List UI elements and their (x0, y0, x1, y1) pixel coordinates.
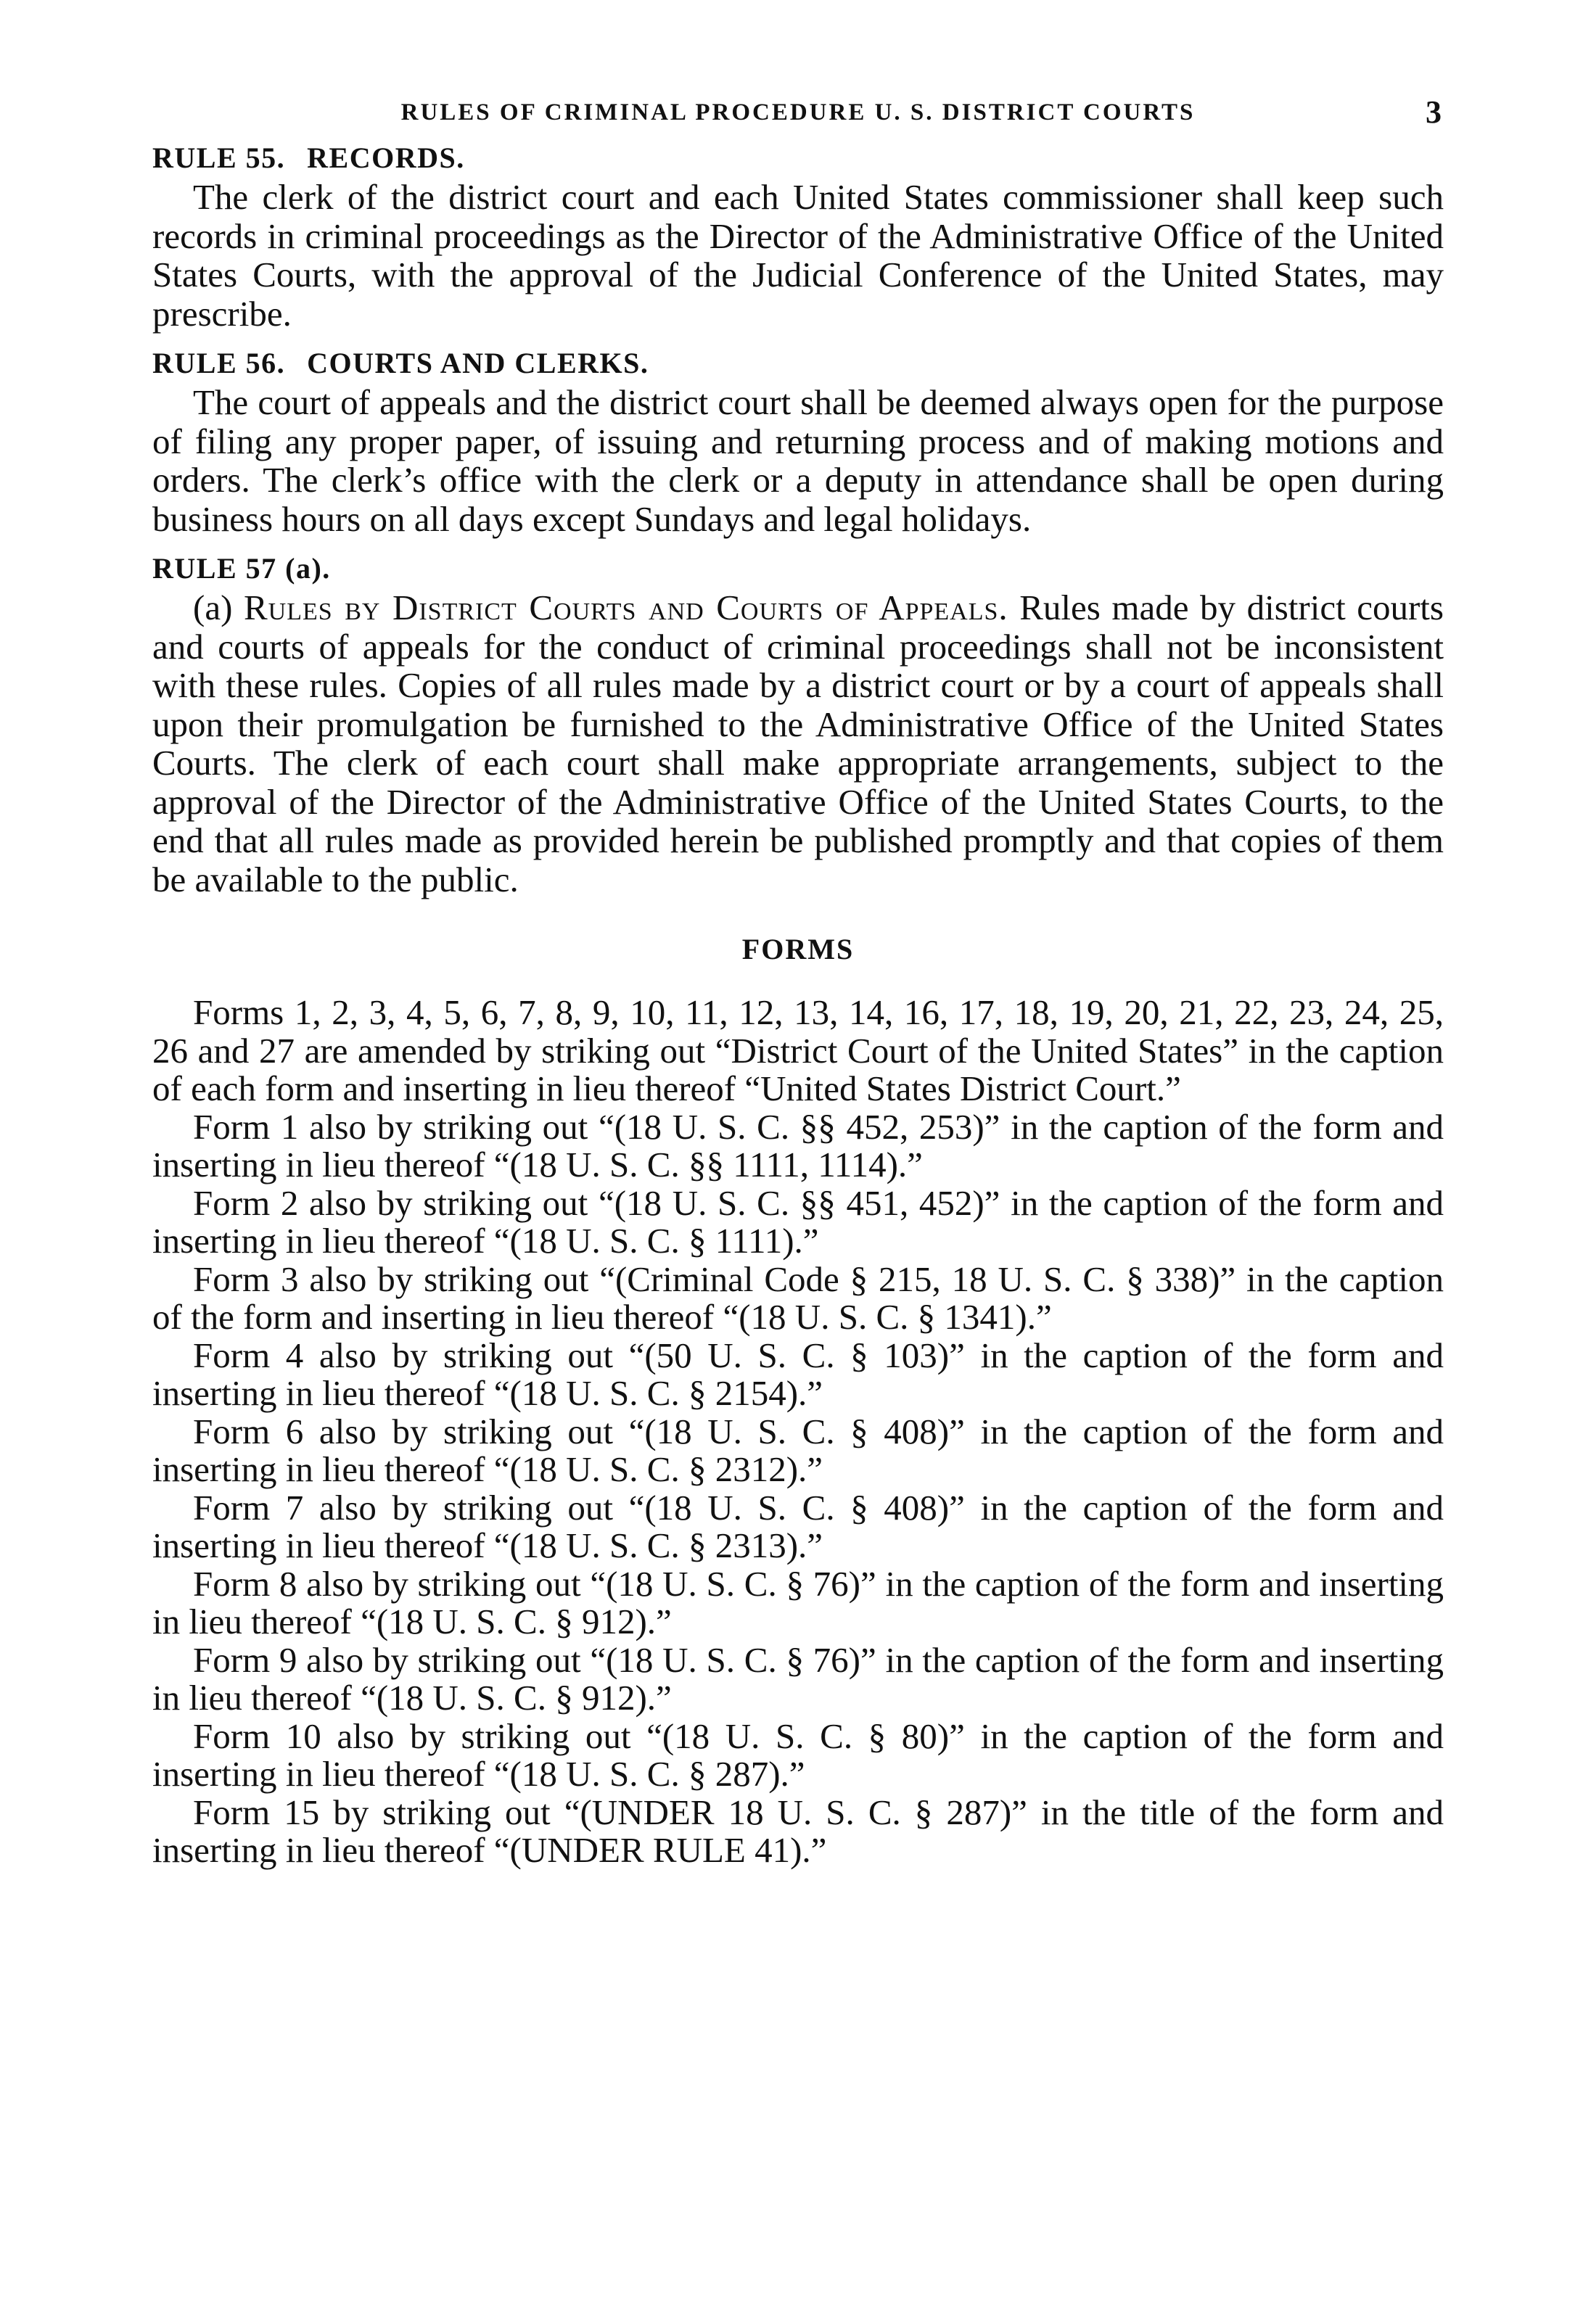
forms-paragraph: Form 4 also by striking out “(50 U. S. C. § 103)” in the caption of the form and inserting in lieu thereof “(18 U. S. C. § 2154).” (152, 1335, 1444, 1413)
rule-55-title: RECORDS. (307, 141, 465, 174)
rule-57a-body: Rules made by district courts and courts of appeals for the conduct of criminal proceedings shall not be inconsistent with these rules. Copies of all rules made by a district court or by a court of appeals shall upon their promulgation be furnished to the Administrative Office of the United States Courts. The clerk of each court shall make appropriate arrangements, subject to the approval of the Director of the Administrative Office of the United States Courts, to the end that all rules made as provided herein be published promptly and that copies of them be available to the public. (152, 588, 1444, 899)
document-page (152, 87, 1444, 1870)
forms-paragraph: Forms 1, 2, 3, 4, 5, 6, 7, 8, 9, 10, 11, 12, 13, 14, 16, 17, 18, 19, 20, 21, 22, 23, 24, 25, 26 and 27 are amended by striking out “District Court of the United States” in the caption of each form and inserting in lieu thereof “United States District Court.” (152, 992, 1444, 1108)
forms-paragraph: Form 1 also by striking out “(18 U. S. C. §§ 452, 253)” in the caption of the form and inserting in lieu thereof “(18 U. S. C. §§ 1111, 1114).” (152, 1106, 1444, 1184)
forms-paragraph: Form 8 also by striking out “(18 U. S. C. § 76)” in the caption of the form and inserting in lieu thereof “(18 U. S. C. § 912).” (152, 1563, 1444, 1641)
running-header (152, 87, 1444, 138)
rule-57-number: RULE 57 (a). (152, 552, 331, 585)
rule-57a-subtitle: Rules by District Courts and Courts of Appeals. (243, 588, 1008, 627)
rule-55-heading (152, 138, 1444, 178)
rule-56-title: COURTS AND CLERKS. (307, 347, 649, 379)
forms-paragraph: Form 6 also by striking out “(18 U. S. C. § 408)” in the caption of the form and inserting in lieu thereof “(18 U. S. C. § 2312).” (152, 1411, 1444, 1489)
rule-57a-text (152, 588, 1444, 899)
page-number: 3 (1426, 94, 1444, 130)
forms-list (152, 994, 1444, 1870)
rule-55-number: RULE 55. (152, 141, 286, 174)
rule-56-heading (152, 343, 1444, 383)
forms-paragraph: Form 15 by striking out “(UNDER 18 U. S. C. § 287)” in the title of the form and inserting in lieu thereof “(UNDER RULE 41).” (152, 1792, 1444, 1870)
forms-paragraph: Form 9 also by striking out “(18 U. S. C. § 76)” in the caption of the form and inserting in lieu thereof “(18 U. S. C. § 912).” (152, 1639, 1444, 1718)
forms-paragraph: Form 3 also by striking out “(Criminal Code § 215, 18 U. S. C. § 338)” in the caption of the form and inserting in lieu thereof “(18 U. S. C. § 1341).” (152, 1258, 1444, 1337)
running-title: RULES OF CRIMINAL PROCEDURE U. S. DISTRICT COURTS (400, 99, 1196, 125)
forms-paragraph: Form 10 also by striking out “(18 U. S. C. § 80)” in the caption of the form and inserting in lieu thereof “(18 U. S. C. § 287).” (152, 1715, 1444, 1794)
rule-56-number: RULE 56. (152, 347, 286, 379)
rule-55-text: The clerk of the district court and each United States commissioner shall keep such records in criminal proceedings as the Director of the Administrative Office of the United States Courts, with the approval of the Judicial Conference of the United States, may prescribe. (152, 177, 1444, 334)
rule-56-text: The court of appeals and the district court shall be deemed always open for the purpose of filing any proper paper, of issuing and returning process and of making motions and orders. The clerk’s office with the clerk or a deputy in attendance shall be open during business hours on all days except Sundays and legal holidays. (152, 382, 1444, 539)
forms-heading: FORMS (741, 933, 855, 965)
rule-57-heading (152, 548, 1444, 588)
forms-paragraph: Form 7 also by striking out “(18 U. S. C. § 408)” in the caption of the form and inserting in lieu thereof “(18 U. S. C. § 2313).” (152, 1487, 1444, 1565)
rule-57a-label: (a) (193, 588, 233, 627)
forms-paragraph: Form 2 also by striking out “(18 U. S. C. §§ 451, 452)” in the caption of the form and inserting in lieu thereof “(18 U. S. C. § 1111).” (152, 1182, 1444, 1261)
